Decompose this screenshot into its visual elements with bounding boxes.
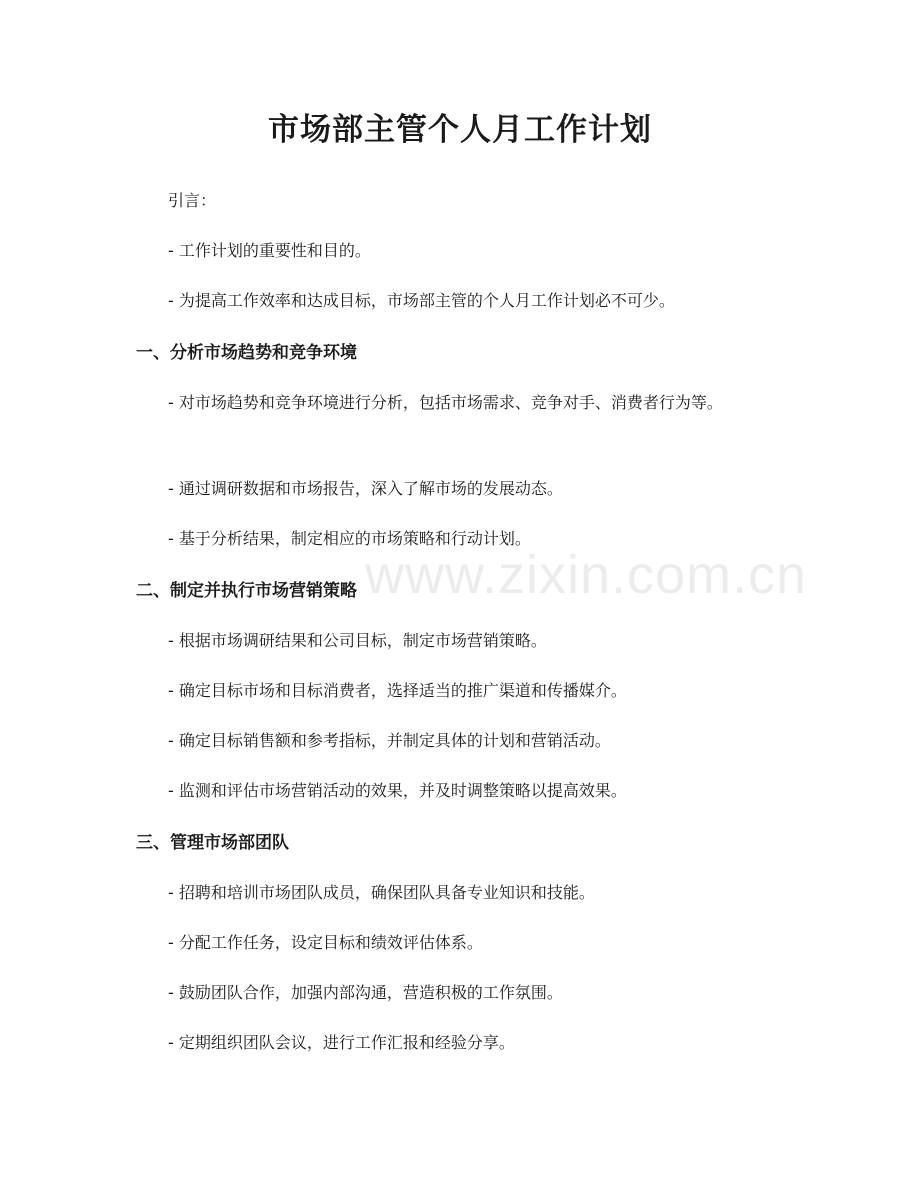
section-item: - 鼓励团队合作，加强内部沟通，营造积极的工作氛围。 — [168, 983, 563, 1002]
section-item: - 对市场趋势和竞争环境进行分析，包括市场需求、竞争对手、消费者行为等。 — [168, 393, 723, 412]
page-title: 市场部主管个人月工作计划 — [268, 112, 652, 148]
section-item: - 基于分析结果，制定相应的市场策略和行动计划。 — [168, 529, 531, 548]
intro-item: - 工作计划的重要性和目的。 — [168, 241, 371, 260]
section-item: - 确定目标销售额和参考指标，并制定具体的计划和营销活动。 — [168, 731, 611, 750]
section-item: - 定期组织团队会议，进行工作汇报和经验分享。 — [168, 1033, 515, 1052]
section-heading: 三、管理市场部团队 — [136, 833, 289, 853]
section-item: - 招聘和培训市场团队成员，确保团队具备专业知识和技能。 — [168, 883, 595, 902]
section-item: - 监测和评估市场营销活动的效果，并及时调整策略以提高效果。 — [168, 781, 627, 800]
section-item: - 确定目标市场和目标消费者，选择适当的推广渠道和传播媒介。 — [168, 681, 627, 700]
section-item: - 根据市场调研结果和公司目标，制定市场营销策略。 — [168, 631, 547, 650]
section-heading: 二、制定并执行市场营销策略 — [136, 581, 357, 601]
intro-item: - 为提高工作效率和达成目标，市场部主管的个人月工作计划必不可少。 — [168, 291, 675, 310]
section-item: - 分配工作任务，设定目标和绩效评估体系。 — [168, 933, 483, 952]
watermark: www.zixin.com.cn — [365, 545, 808, 605]
section-heading: 一、分析市场趋势和竞争环境 — [136, 343, 357, 363]
intro-label: 引言： — [168, 191, 217, 210]
section-item: - 通过调研数据和市场报告，深入了解市场的发展动态。 — [168, 479, 563, 498]
